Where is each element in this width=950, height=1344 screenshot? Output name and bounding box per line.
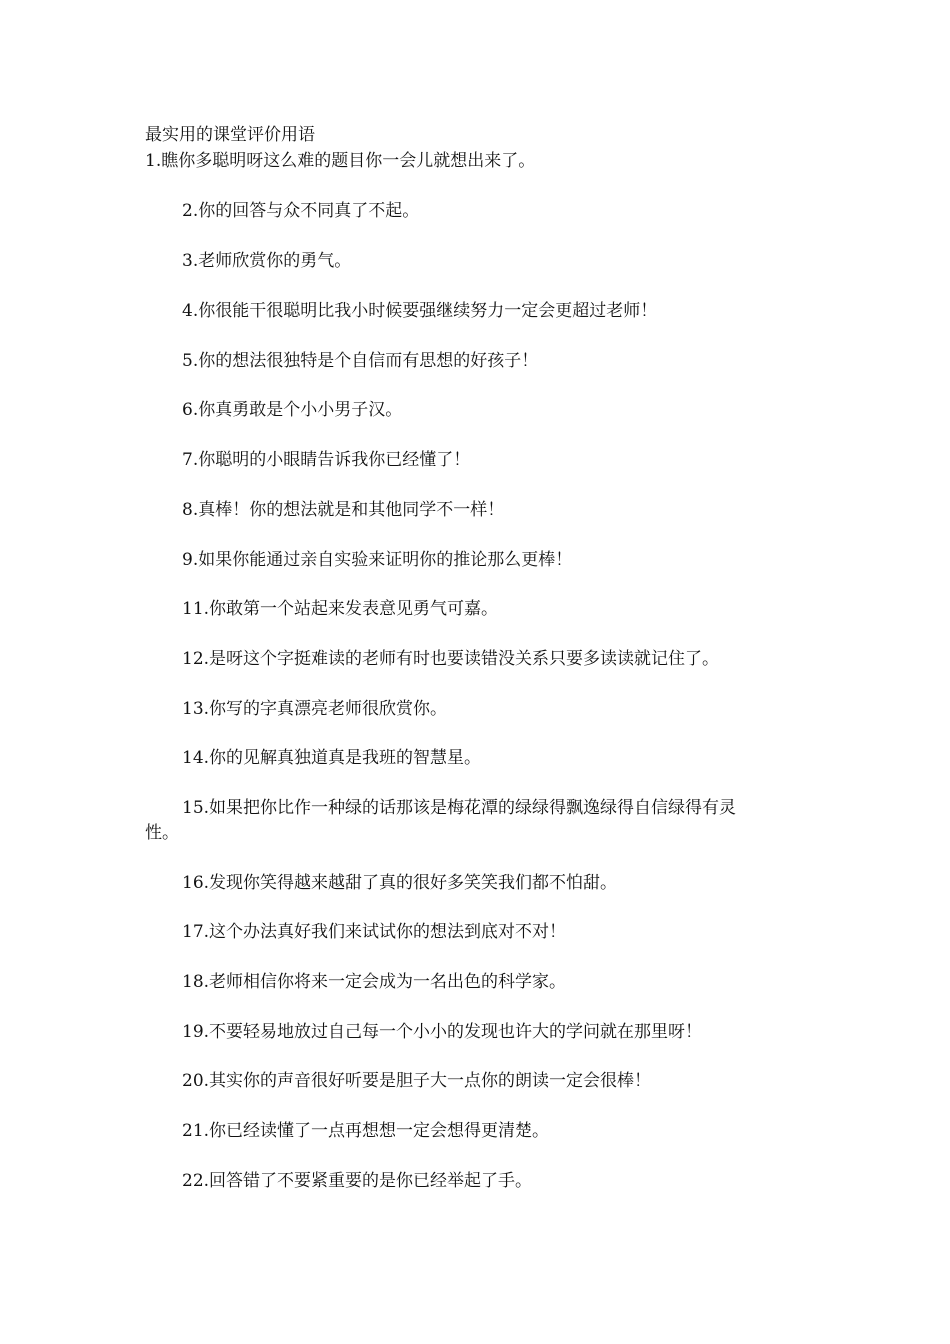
list-item: 13.你写的字真漂亮老师很欣赏你。 xyxy=(182,699,448,719)
list-item: 4.你很能干很聪明比我小时候要强继续努力一定会更超过老师！ xyxy=(182,301,658,321)
list-item: 5.你的想法很独特是个自信而有思想的好孩子！ xyxy=(182,351,539,371)
list-item: 2.你的回答与众不同真了不起。 xyxy=(182,201,420,221)
list-item: 19.不要轻易地放过自己每一个小小的发现也许大的学问就在那里呀！ xyxy=(182,1022,703,1042)
list-item: 1.瞧你多聪明呀这么难的题目你一会儿就想出来了。 xyxy=(145,151,536,171)
list-item: 22.回答错了不要紧重要的是你已经举起了手。 xyxy=(182,1171,533,1191)
list-item: 12.是呀这个字挺难读的老师有时也要读错没关系只要多读读就记住了。 xyxy=(182,649,720,669)
list-item-text: 15.如果把你比作一种绿的话那该是梅花潭的绿绿得飘逸绿得自信绿得有灵 xyxy=(182,798,737,818)
list-item: 11.你敢第一个站起来发表意见勇气可嘉。 xyxy=(182,599,499,619)
list-item: 7.你聪明的小眼睛告诉我你已经懂了！ xyxy=(182,450,471,470)
list-item: 17.这个办法真好我们来试试你的想法到底对不对！ xyxy=(182,922,567,942)
list-item: 6.你真勇敢是个小小男子汉。 xyxy=(182,400,403,420)
list-item: 8.真棒！你的想法就是和其他同学不一样！ xyxy=(182,500,505,520)
list-item: 20.其实你的声音很好听要是胆子大一点你的朗读一定会很棒！ xyxy=(182,1071,652,1091)
list-item: 18.老师相信你将来一定会成为一名出色的科学家。 xyxy=(182,972,567,992)
list-item: 3.老师欣赏你的勇气。 xyxy=(182,251,352,271)
list-item: 21.你已经读懂了一点再想想一定会想得更清楚。 xyxy=(182,1121,550,1141)
list-item: 16.发现你笑得越来越甜了真的很好多笑笑我们都不怕甜。 xyxy=(182,873,618,893)
list-item-continuation: 性。 xyxy=(145,823,179,843)
list-item: 14.你的见解真独道真是我班的智慧星。 xyxy=(182,748,482,768)
list-item: 9.如果你能通过亲自实验来证明你的推论那么更棒！ xyxy=(182,550,573,570)
document-title: 最实用的课堂评价用语 xyxy=(145,125,315,145)
list-item xyxy=(182,796,736,821)
